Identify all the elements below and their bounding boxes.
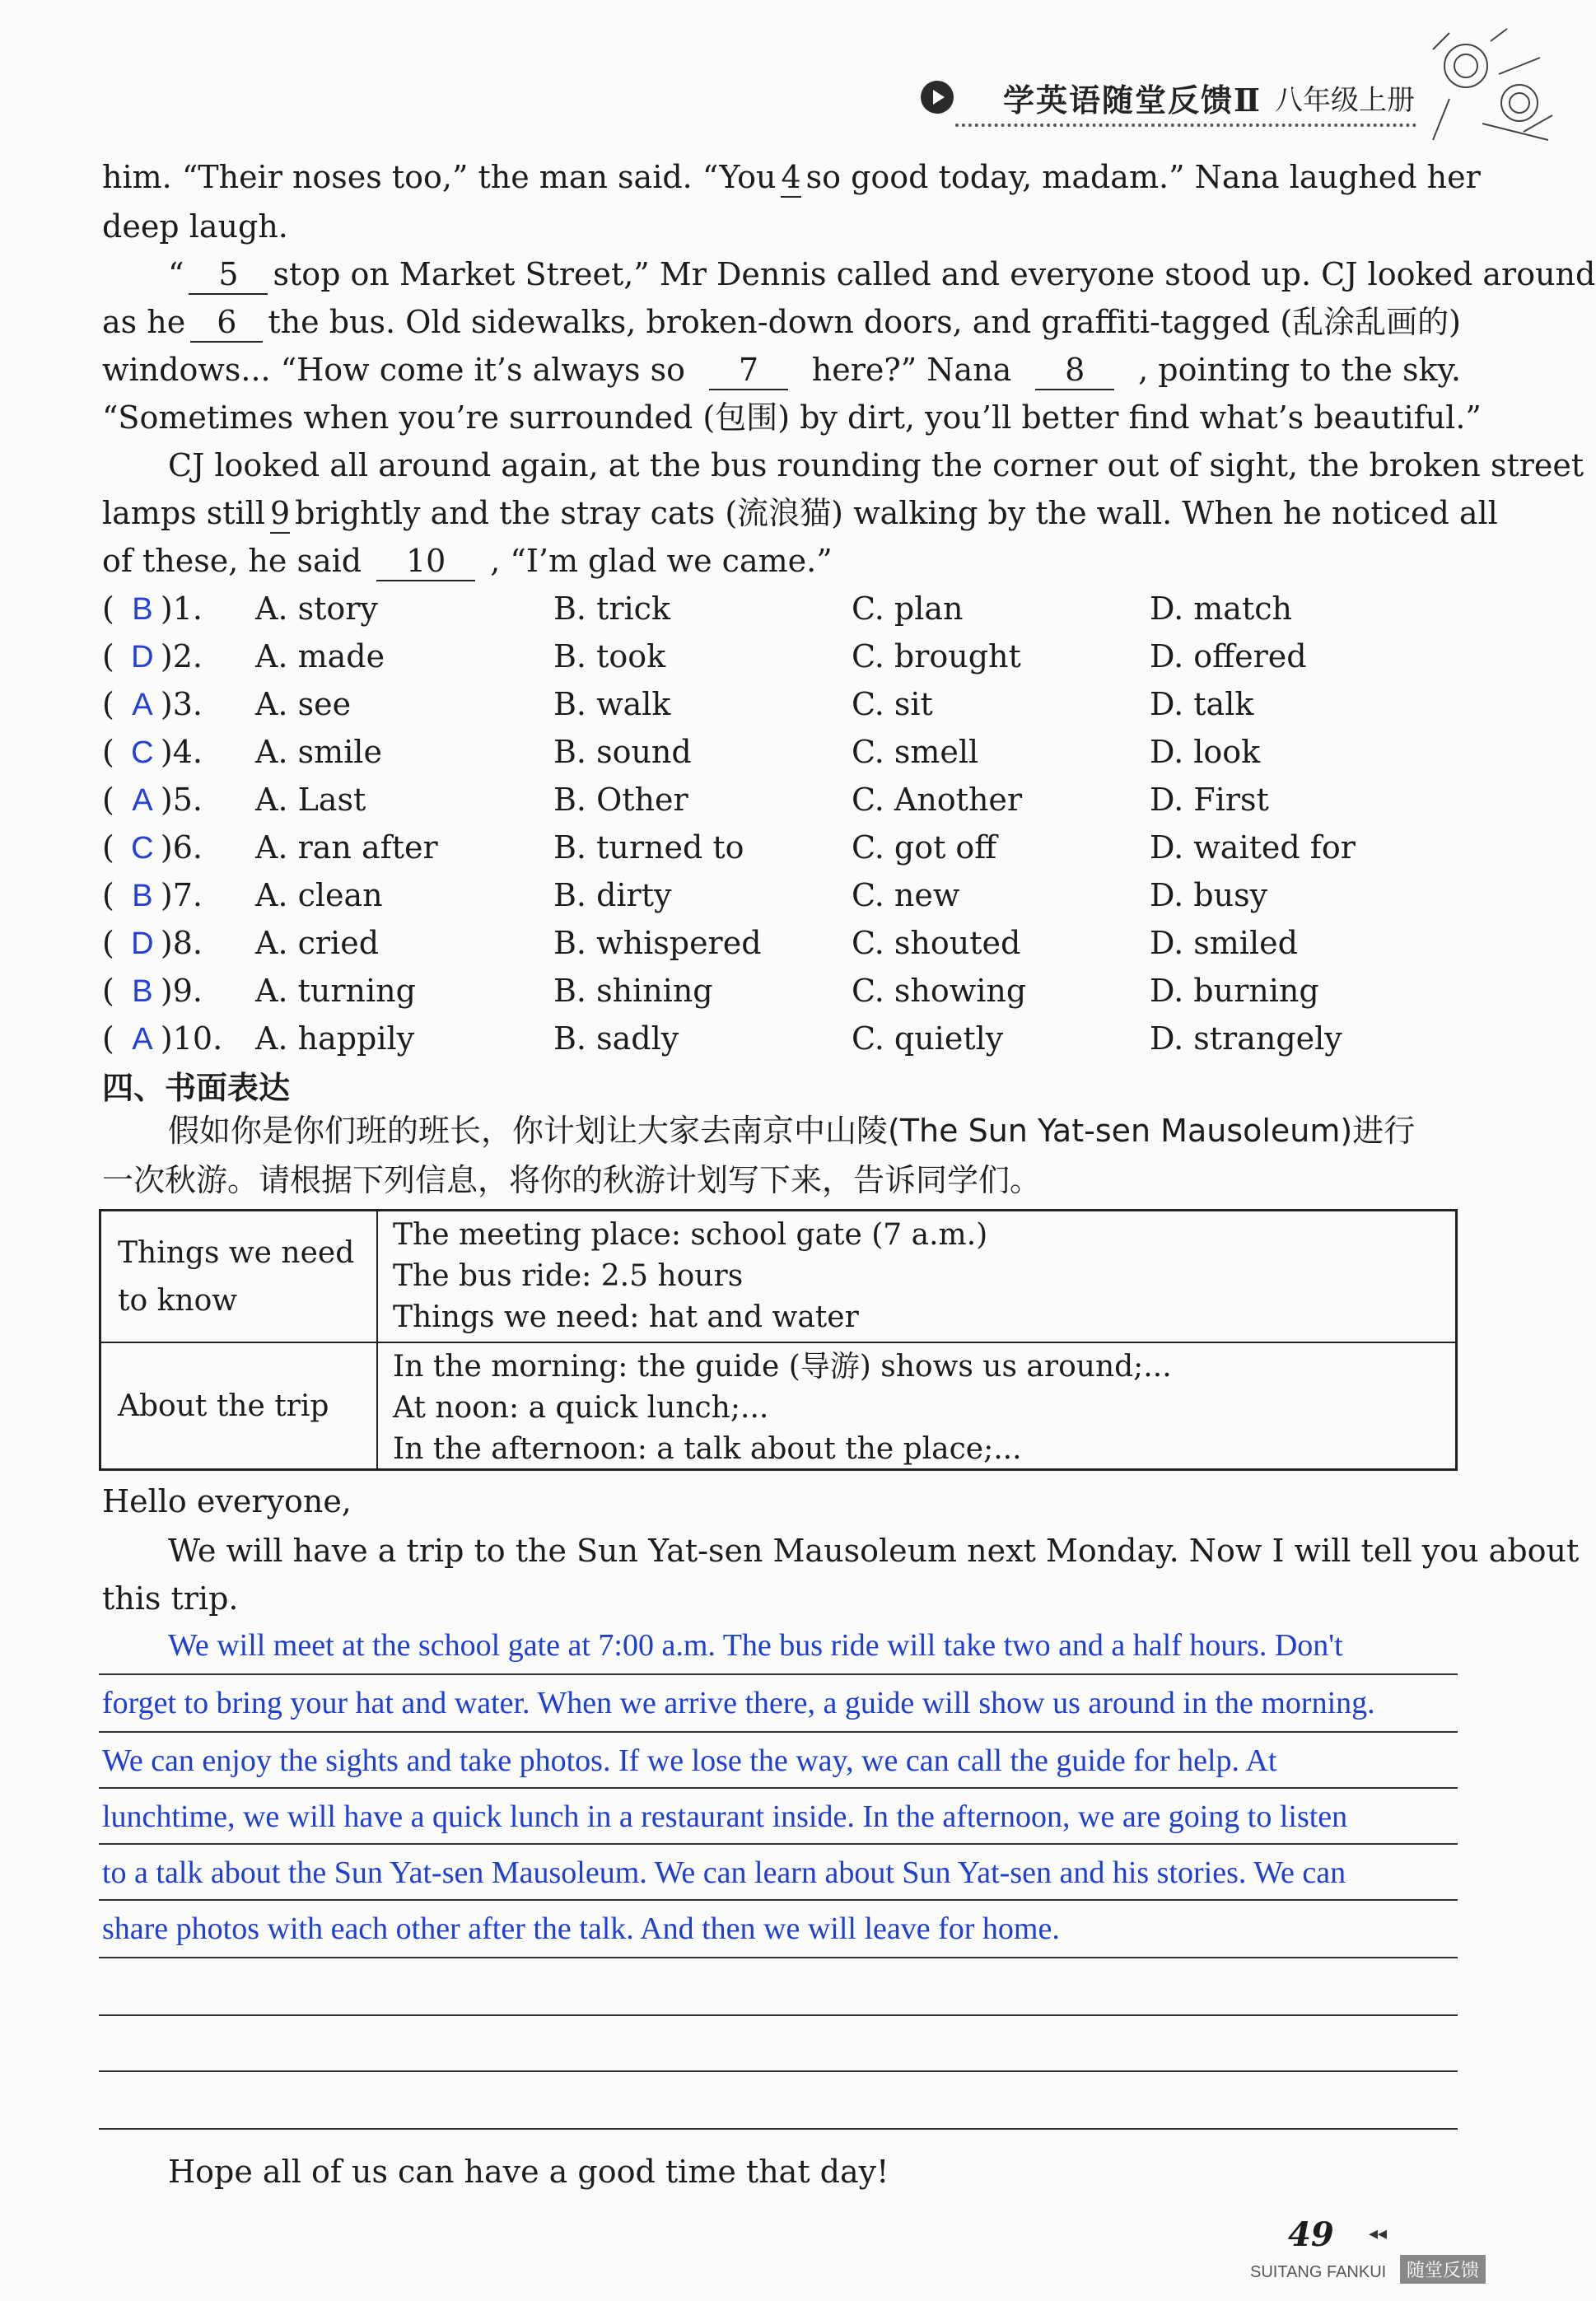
writing-rule: [99, 1957, 1458, 1958]
option-choice-b: B. took: [553, 638, 666, 674]
option-choice-c: C. new: [852, 877, 960, 913]
option-choice-a: A. see: [255, 686, 352, 722]
passage-line: windows... “How come it’s always so 7 here?” Nana 8 , pointing to the sky.: [102, 351, 1461, 390]
header-divider: [955, 124, 1416, 127]
option-answer: ( B )1.: [102, 590, 203, 627]
option-answer: ( C )6.: [102, 829, 203, 866]
option-choice-b: B. shining: [553, 973, 713, 1009]
option-choice-c: C. sit: [852, 686, 933, 722]
info-table: [99, 1209, 1458, 1471]
option-choice-d: D. offered: [1150, 638, 1307, 674]
writing-rule: [99, 2014, 1458, 2016]
handwritten-answer: We will meet at the school gate at 7:00 a.m. The bus ride will take two and a half hours. Don't: [168, 1628, 1343, 1663]
writing-rule: [99, 1731, 1458, 1733]
book-subtitle: 八年级上册: [1275, 83, 1416, 117]
option-choice-a: A. smile: [255, 734, 382, 770]
writing-rule: [99, 1673, 1458, 1675]
option-choice-c: C. quietly: [852, 1020, 1004, 1057]
option-choice-c: C. brought: [852, 638, 1021, 674]
option-choice-d: D. look: [1150, 734, 1261, 770]
option-answer: ( A )5.: [102, 782, 203, 818]
letter-greeting: Hello everyone,: [102, 1483, 352, 1519]
option-choice-a: A. made: [255, 638, 385, 674]
play-icon: [921, 81, 954, 114]
passage-line: deep laugh.: [102, 208, 288, 245]
writing-prompt: 一次秋游。请根据下列信息，将你的秋游计划写下来，告诉同学们。: [102, 1162, 1042, 1198]
option-choice-c: C. showing: [852, 973, 1027, 1009]
passage-line: of these, he said 10 , “I’m glad we came.”: [102, 542, 833, 581]
blank-9: 9: [270, 494, 290, 534]
answer-letter: B: [132, 879, 153, 913]
option-answer: ( D )8.: [102, 925, 203, 961]
table-cell: The meeting place: school gate (7 a.m.): [393, 1218, 988, 1252]
option-answer: ( A )10.: [102, 1020, 223, 1057]
writing-rule: [99, 1843, 1458, 1845]
option-choice-a: A. clean: [255, 877, 383, 913]
answer-letter: C: [131, 735, 154, 770]
passage-line: “Sometimes when you’re surrounded (包围) by dirt, you’ll better find what’s beautiful.”: [102, 399, 1482, 436]
page-header: [921, 72, 1415, 122]
option-choice-d: D. burning: [1150, 973, 1319, 1009]
option-choice-b: B. turned to: [553, 829, 744, 866]
letter-intro: We will have a trip to the Sun Yat-sen Mausoleum next Monday. Now I will tell you about: [168, 1533, 1580, 1569]
handwritten-answer: forget to bring your hat and water. When we arrive there, a guide will show us around in the morning.: [102, 1686, 1375, 1720]
passage-line: as he 6 the bus. Old sidewalks, broken-down doors, and graffiti-tagged (乱涂乱画的): [102, 303, 1461, 343]
letter-intro: this trip.: [102, 1580, 239, 1617]
option-choice-d: D. smiled: [1150, 925, 1298, 961]
blank-10: 10: [376, 542, 475, 581]
writing-rule: [99, 2070, 1458, 2072]
table-cell: At noon: a quick lunch;...: [393, 1391, 769, 1425]
option-choice-d: D. strangely: [1150, 1020, 1342, 1057]
option-answer: ( A )3.: [102, 686, 203, 722]
writing-prompt: 假如你是你们班的班长，你计划让大家去南京中山陵(The Sun Yat-sen Mausoleum)进行: [168, 1113, 1416, 1149]
option-choice-b: B. walk: [553, 686, 671, 722]
option-choice-d: D. busy: [1150, 877, 1268, 913]
letter-closing: Hope all of us can have a good time that day!: [168, 2154, 889, 2190]
blank-8: 8: [1035, 351, 1114, 390]
answer-letter: D: [131, 640, 154, 674]
option-choice-d: D. waited for: [1150, 829, 1356, 866]
option-choice-c: C. shouted: [852, 925, 1021, 961]
section-heading: 四、书面表达: [102, 1070, 291, 1106]
handwritten-answer: share photos with each other after the talk. And then we will leave for home.: [102, 1911, 1060, 1946]
option-choice-b: B. whispered: [553, 925, 762, 961]
option-choice-c: C. plan: [852, 590, 964, 627]
option-answer: ( B )7.: [102, 877, 203, 913]
answer-letter: D: [131, 926, 154, 961]
option-choice-a: A. turning: [255, 973, 416, 1009]
passage-line: him. “Their noses too,” the man said. “You 4 so good today, madam.” Nana laughed her: [102, 158, 1461, 198]
option-choice-d: D. First: [1150, 782, 1269, 818]
table-label: Things we need: [118, 1236, 355, 1270]
brand-label: SUITANG FANKUI: [1250, 2263, 1387, 2281]
option-choice-b: B. sound: [553, 734, 692, 770]
handwritten-answer: to a talk about the Sun Yat-sen Mausoleum. We can learn about Sun Yat-sen and his stories. We can: [102, 1855, 1346, 1890]
option-choice-a: A. Last: [255, 782, 366, 818]
option-choice-b: B. dirty: [553, 877, 672, 913]
table-label: About the trip: [118, 1389, 329, 1423]
answer-letter: C: [131, 831, 154, 866]
answer-letter: B: [132, 974, 153, 1009]
option-choice-c: C. smell: [852, 734, 979, 770]
brand-badge: 随堂反馈: [1400, 2255, 1486, 2284]
writing-rule: [99, 1787, 1458, 1789]
handwritten-answer: lunchtime, we will have a quick lunch in a restaurant inside. In the afternoon, we are going to listen: [102, 1799, 1348, 1834]
option-choice-a: A. story: [255, 590, 378, 627]
option-choice-a: A. happily: [255, 1020, 415, 1057]
blank-5: 5: [189, 255, 268, 295]
answer-letter: B: [132, 592, 153, 627]
option-choice-b: B. trick: [553, 590, 670, 627]
page-number: 49: [1288, 2215, 1334, 2254]
writing-rule: [99, 1899, 1458, 1901]
option-answer: ( B )9.: [102, 973, 203, 1009]
handwritten-answer: We can enjoy the sights and take photos. If we lose the way, we can call the guide for help. At: [102, 1743, 1277, 1778]
option-choice-b: B. sadly: [553, 1020, 679, 1057]
option-answer: ( C )4.: [102, 734, 203, 770]
option-choice-b: B. Other: [553, 782, 688, 818]
writing-rule: [99, 2128, 1458, 2130]
table-cell: The bus ride: 2.5 hours: [393, 1259, 744, 1293]
table-cell: In the morning: the guide (导游) shows us around;...: [393, 1350, 1172, 1384]
blank-4: 4: [781, 158, 800, 198]
table-cell: In the afternoon: a talk about the place;...: [393, 1432, 1022, 1466]
blank-6: 6: [190, 303, 263, 343]
answer-letter: A: [132, 688, 153, 722]
passage-line: CJ looked all around again, at the bus rounding the corner out of sight, the broken street: [168, 447, 1584, 483]
table-cell: Things we need: hat and water: [393, 1300, 859, 1334]
option-choice-d: D. match: [1150, 590, 1292, 627]
passage-line: “ 5 stop on Market Street,” Mr Dennis called and everyone stood up. CJ looked around: [168, 255, 1461, 295]
option-answer: ( D )2.: [102, 638, 203, 674]
arrow-icon: ◂◂: [1369, 2224, 1388, 2244]
option-choice-a: A. cried: [255, 925, 380, 961]
table-label: to know: [118, 1284, 238, 1318]
option-choice-a: A. ran after: [255, 829, 438, 866]
answer-letter: A: [132, 783, 153, 818]
sunflower-decoration-icon: [1416, 25, 1556, 156]
passage-line: lamps still 9 brightly and the stray cats (流浪猫) walking by the wall. When he noticed all: [102, 494, 1461, 534]
answer-letter: A: [132, 1022, 153, 1057]
blank-7: 7: [709, 351, 788, 390]
book-title: 学英语随堂反馈Ⅱ: [1003, 81, 1262, 119]
option-choice-c: C. Another: [852, 782, 1023, 818]
option-choice-d: D. talk: [1150, 686, 1254, 722]
option-choice-c: C. got off: [852, 829, 997, 866]
